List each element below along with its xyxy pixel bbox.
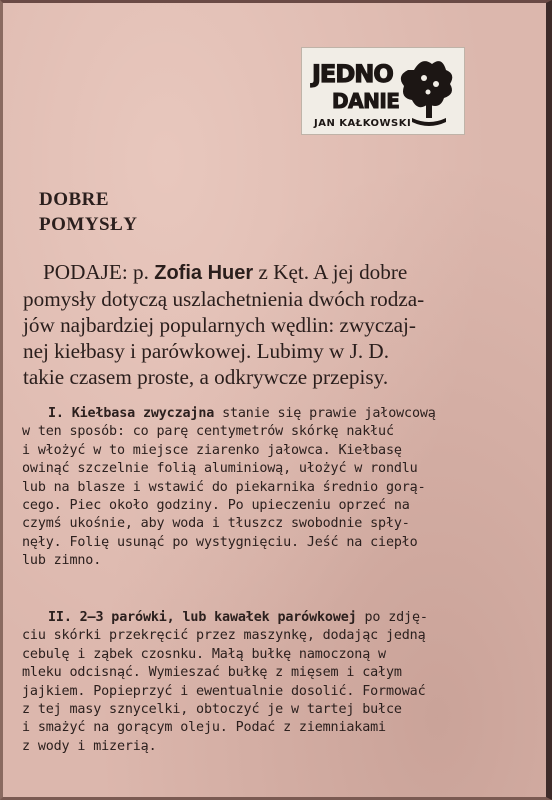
section-line: czymś ukośnie, aby woda i tłuszcz swobodnie spły-: [22, 516, 410, 532]
article-lead: [23, 259, 537, 390]
recipe-1-title: I. Kiełbasa zwyczajna: [48, 406, 215, 421]
recipe-section-2: [22, 609, 538, 756]
lead-line: pomysły dotyczą uszlachetnienia dwóch rodza-: [23, 287, 425, 311]
section-line: [22, 405, 538, 423]
lead-prefix: PODAJE: p.: [43, 260, 155, 284]
logo-title-line1: JEDNO: [312, 60, 393, 88]
logo-title-line2: DANIE: [332, 89, 400, 113]
section-line: jajkiem. Popieprzyć i ewentualnie dosolić. Formować: [22, 683, 426, 699]
lead-line: nej kiełbasy i parówkowej. Lubimy w J. D.: [23, 339, 390, 363]
recipe-section-1: [22, 405, 538, 571]
lead-line: jów najbardziej popularnych wędlin: zwyczaj-: [23, 313, 416, 337]
lead-line: takie czasem proste, a odkrywcze przepisy.: [23, 365, 389, 389]
section-line: ciu skórki przekręcić przez maszynkę, dodając jedną: [22, 628, 426, 644]
section-line: [22, 609, 538, 627]
section-line: i włożyć w to miejsce ziarenko jałowca. Kiełbasę: [22, 442, 402, 458]
column-logo: [301, 47, 465, 135]
section-line: z tej masy sznycelki, obtoczyć je w tartej bułce: [22, 702, 402, 718]
section-line: nęły. Folię usunąć po wystygnięciu. Jeść na ciepło: [22, 534, 418, 550]
logo-author: JAN KAŁKOWSKI: [314, 118, 412, 129]
section-line: cebulę i ząbek czosnku. Małą bułkę namoczoną w: [22, 646, 386, 662]
heading-line-2: POMYSŁY: [39, 214, 138, 235]
section-line: z wody i mizerią.: [22, 738, 157, 754]
section-line: lub na blasze i wstawić do piekarnika średnio gorą-: [22, 479, 426, 495]
heading-line-1: DOBRE: [39, 189, 110, 210]
section-line: cego. Piec około godziny. Po upieczeniu oprzeć na: [22, 498, 410, 514]
section-line: lub zimno.: [22, 553, 102, 569]
lead-author: Zofia Huer: [154, 262, 254, 284]
lead-line1-rest: z Kęt. A jej dobre: [253, 260, 408, 284]
recipe-2-line1-rest: po zdję-: [356, 610, 428, 625]
lead-line: [23, 259, 537, 286]
section-line: w ten sposób: co parę centymetrów skórkę nakłuć: [22, 424, 394, 440]
recipe-2-title: II. 2—3 parówki, lub kawałek parówkowej: [48, 610, 357, 625]
section-line: owinąć szczelnie folią aluminiową, ułożyć w rondlu: [22, 461, 418, 477]
logo-illustration: [302, 48, 464, 134]
section-line: i smażyć na gorącym oleju. Podać z ziemniakami: [22, 720, 386, 736]
section-line: mleku odcisnąć. Wymieszać bułkę z mięsem i całym: [22, 665, 402, 681]
article-heading: [39, 187, 138, 237]
recipe-1-line1-rest: stanie się prawie jałowcową: [214, 406, 436, 421]
